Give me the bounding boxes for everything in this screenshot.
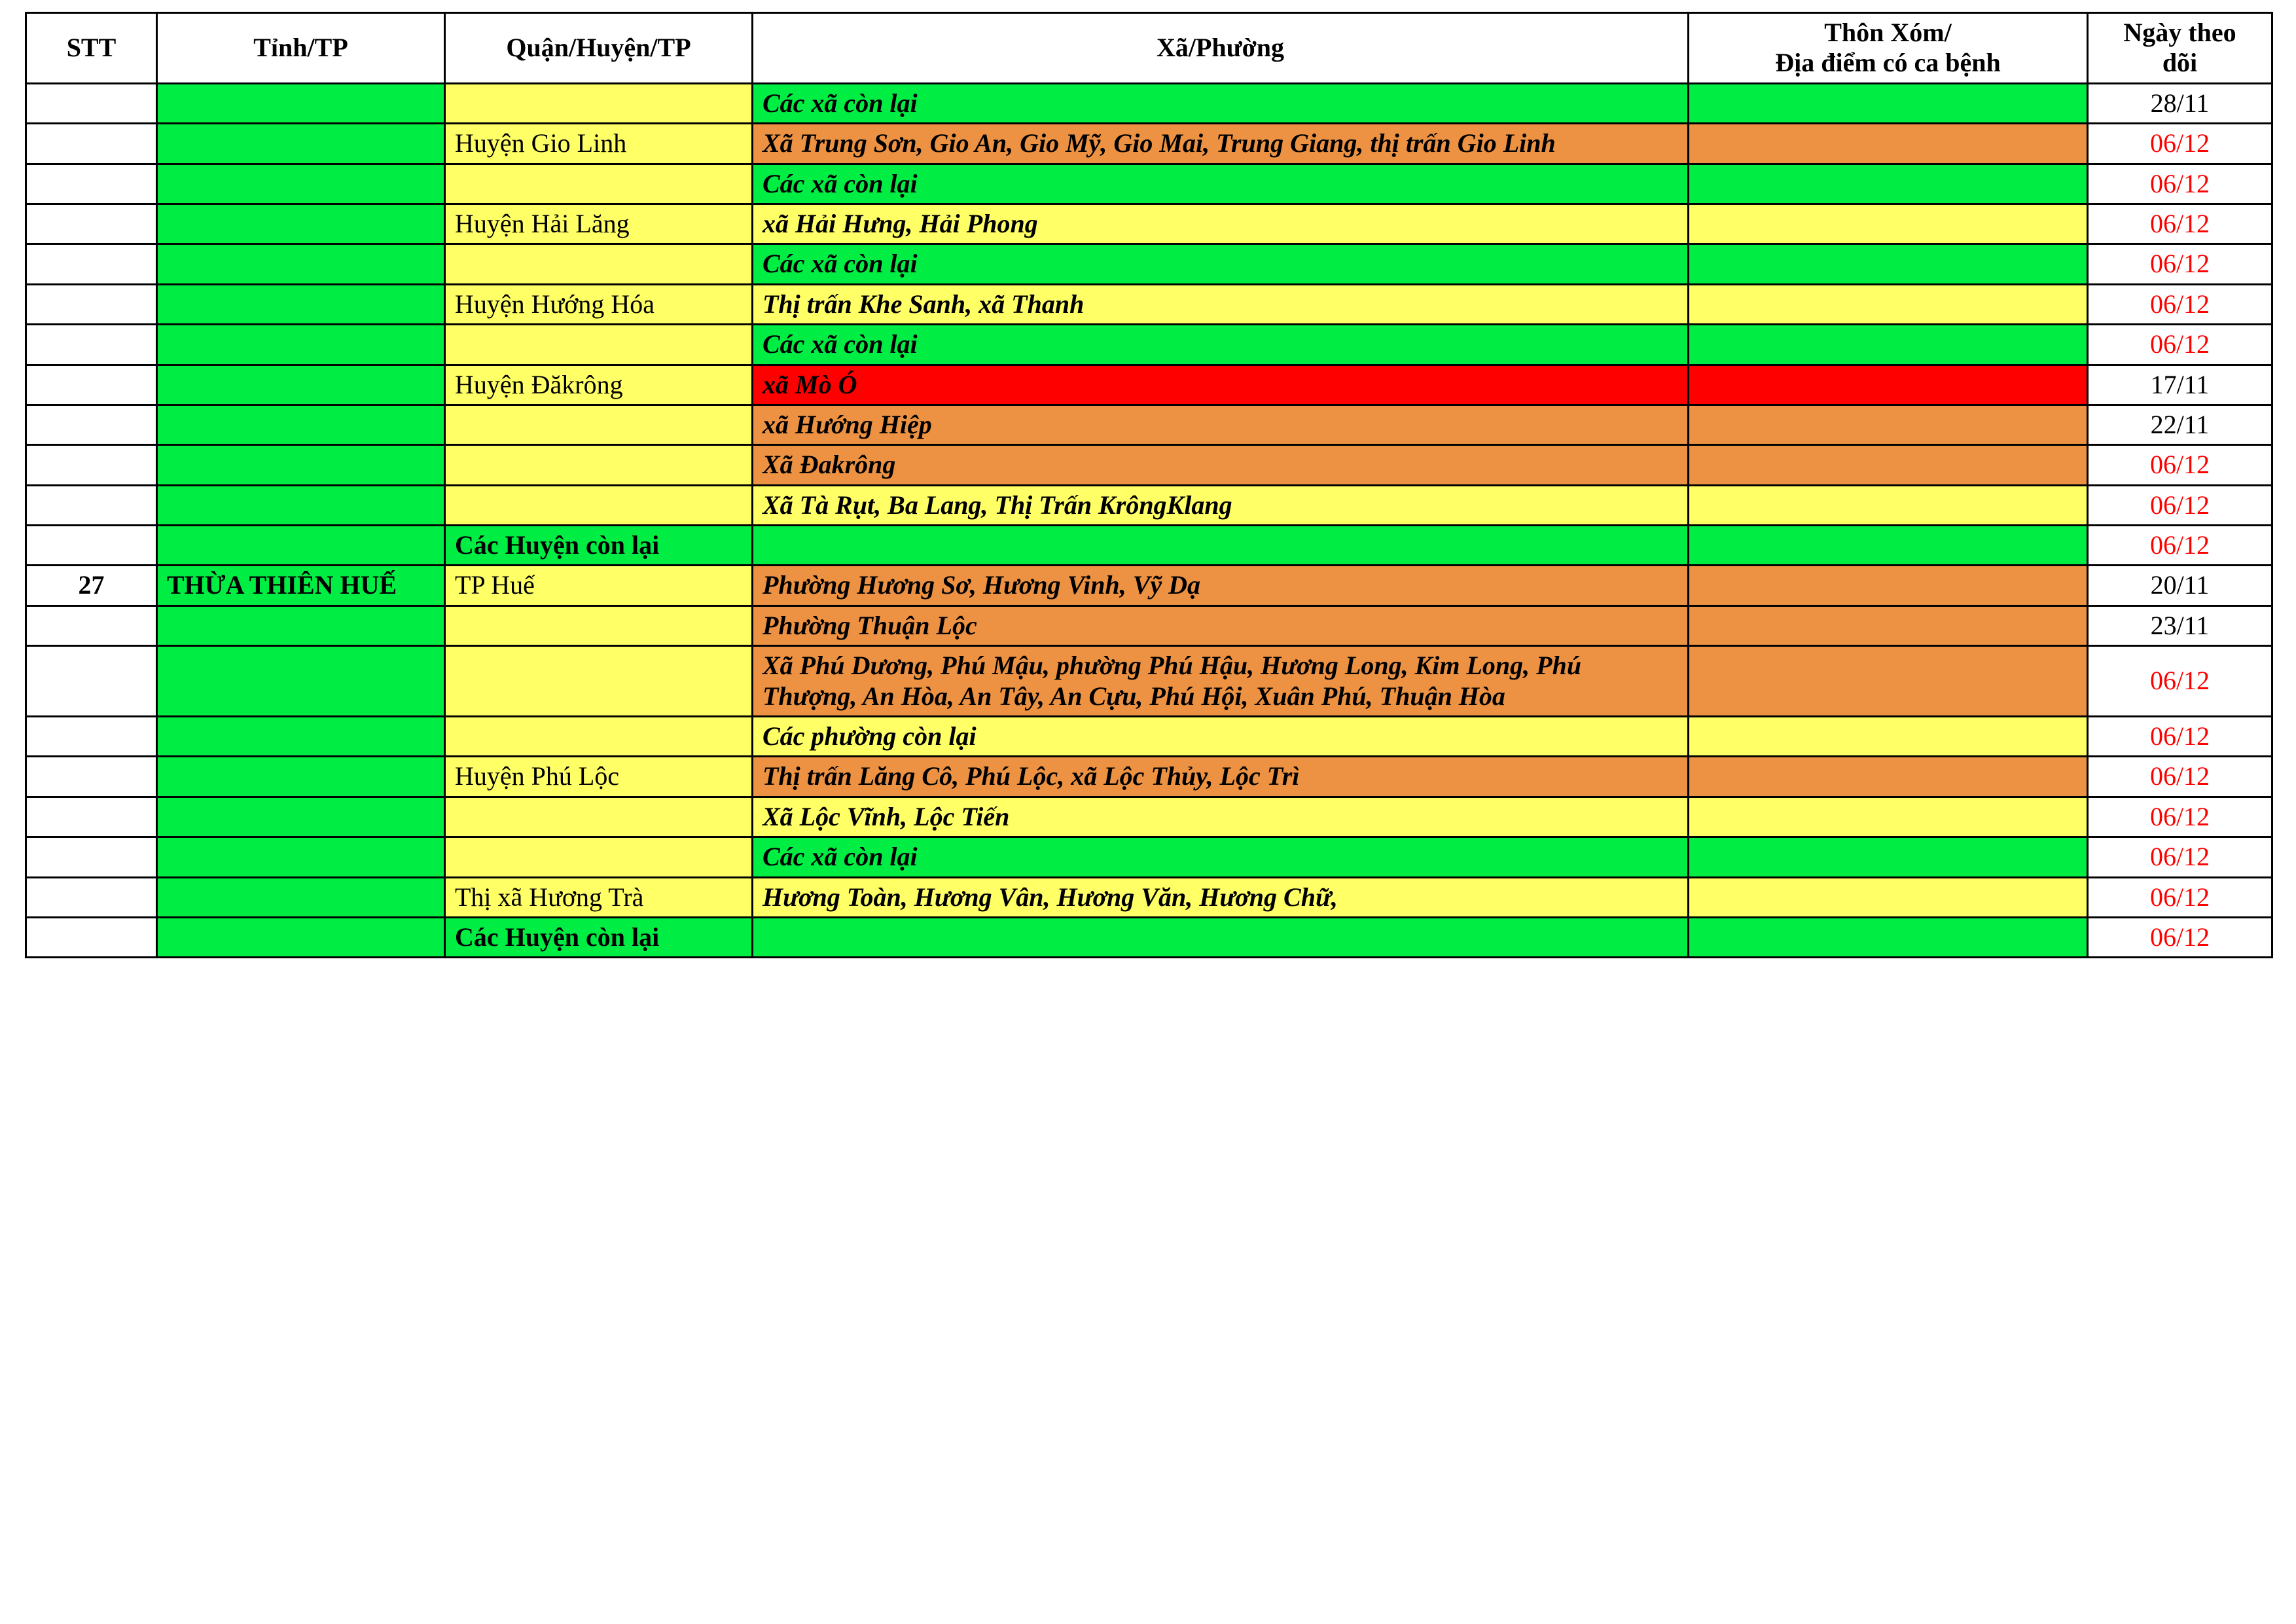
cell-ward: Các xã còn lại	[753, 325, 1689, 365]
cell-hamlet	[1689, 325, 2088, 365]
cell-province: THỪA THIÊN HUẾ	[157, 566, 445, 605]
cell-stt	[26, 485, 157, 525]
cell-ward: Xã Tà Rụt, Ba Lang, Thị Trấn KrôngKlang	[753, 485, 1689, 525]
cell-district	[445, 837, 753, 877]
cell-province	[157, 485, 445, 525]
header-main-label: STT	[66, 33, 117, 63]
cell-date: 06/12	[2088, 757, 2272, 797]
cell-stt	[26, 757, 157, 797]
table-row	[26, 797, 2272, 837]
cell-district	[445, 797, 753, 837]
table-row	[26, 646, 2272, 717]
cell-province	[157, 405, 445, 444]
header-main-label: Quận/Huyện/TP	[506, 33, 691, 63]
cell-stt	[26, 445, 157, 485]
cell-province	[157, 797, 445, 837]
cell-ward: Các xã còn lại	[753, 83, 1689, 123]
header-main-label: Xã/Phường	[1156, 33, 1285, 63]
cell-hamlet	[1689, 83, 2088, 123]
cell-province	[157, 757, 445, 797]
cell-stt	[26, 83, 157, 123]
cell-stt	[26, 325, 157, 365]
cell-province	[157, 646, 445, 717]
cell-hamlet	[1689, 877, 2088, 917]
column-header-stt	[26, 13, 157, 84]
table-row	[26, 405, 2272, 444]
header-main-label: Tỉnh/TP	[253, 33, 348, 63]
cell-ward: Xã Đakrông	[753, 445, 1689, 485]
column-header-date	[2088, 13, 2272, 84]
table-row	[26, 325, 2272, 365]
cell-date: 20/11	[2088, 566, 2272, 605]
cell-province	[157, 244, 445, 284]
cell-stt	[26, 124, 157, 164]
cell-ward	[753, 917, 1689, 957]
cell-stt	[26, 797, 157, 837]
cell-date: 06/12	[2088, 877, 2272, 917]
cell-ward: Xã Trung Sơn, Gio An, Gio Mỹ, Gio Mai, Trung Giang, thị trấn Gio Linh	[753, 124, 1689, 164]
header-sub-label: Địa điểm có ca bệnh	[1775, 48, 2001, 78]
cell-hamlet	[1689, 757, 2088, 797]
cell-province	[157, 164, 445, 204]
cell-ward: Thị trấn Lăng Cô, Phú Lộc, xã Lộc Thủy, Lộc Trì	[753, 757, 1689, 797]
cell-date: 28/11	[2088, 83, 2272, 123]
table-row	[26, 445, 2272, 485]
cell-date: 06/12	[2088, 646, 2272, 717]
cell-province	[157, 917, 445, 957]
cell-hamlet	[1689, 605, 2088, 645]
cell-stt	[26, 164, 157, 204]
cell-ward: Hương Toàn, Hương Vân, Hương Văn, Hương Chữ,	[753, 877, 1689, 917]
table-row	[26, 837, 2272, 877]
cell-province	[157, 717, 445, 757]
cell-province	[157, 284, 445, 324]
cell-hamlet	[1689, 164, 2088, 204]
table-row	[26, 566, 2272, 605]
cell-ward: xã Mò Ó	[753, 365, 1689, 405]
cell-stt	[26, 526, 157, 566]
table-header	[26, 13, 2272, 84]
cell-ward: Các xã còn lại	[753, 164, 1689, 204]
column-header-hamlet	[1689, 13, 2088, 84]
cell-province	[157, 837, 445, 877]
cell-ward: xã Hướng Hiệp	[753, 405, 1689, 444]
table-body	[26, 83, 2272, 958]
cell-district	[445, 485, 753, 525]
table-row	[26, 877, 2272, 917]
cell-stt	[26, 204, 157, 244]
cell-date: 23/11	[2088, 605, 2272, 645]
cell-date: 06/12	[2088, 837, 2272, 877]
cell-district	[445, 605, 753, 645]
cell-district	[445, 325, 753, 365]
cell-province	[157, 124, 445, 164]
cell-stt	[26, 837, 157, 877]
cell-hamlet	[1689, 646, 2088, 717]
cell-hamlet	[1689, 244, 2088, 284]
cell-ward	[753, 526, 1689, 566]
cell-date: 06/12	[2088, 445, 2272, 485]
cell-date: 06/12	[2088, 485, 2272, 525]
cell-district: Các Huyện còn lại	[445, 917, 753, 957]
cell-hamlet	[1689, 124, 2088, 164]
cell-date: 06/12	[2088, 204, 2272, 244]
table-row	[26, 605, 2272, 645]
cell-district	[445, 83, 753, 123]
cell-province	[157, 83, 445, 123]
epidemic-zone-table	[25, 12, 2273, 958]
cell-date: 06/12	[2088, 325, 2272, 365]
cell-stt	[26, 365, 157, 405]
cell-hamlet	[1689, 485, 2088, 525]
cell-hamlet	[1689, 566, 2088, 605]
cell-district	[445, 717, 753, 757]
cell-ward: xã Hải Hưng, Hải Phong	[753, 204, 1689, 244]
cell-ward: Xã Lộc Vĩnh, Lộc Tiến	[753, 797, 1689, 837]
cell-date: 06/12	[2088, 797, 2272, 837]
cell-stt	[26, 605, 157, 645]
header-main-label: Thôn Xóm/	[1824, 18, 1952, 47]
cell-date: 06/12	[2088, 124, 2272, 164]
cell-province	[157, 365, 445, 405]
table-row	[26, 244, 2272, 284]
cell-province	[157, 204, 445, 244]
cell-hamlet	[1689, 526, 2088, 566]
cell-date: 06/12	[2088, 717, 2272, 757]
cell-stt	[26, 244, 157, 284]
cell-ward: Thị trấn Khe Sanh, xã Thanh	[753, 284, 1689, 324]
cell-date: 22/11	[2088, 405, 2272, 444]
cell-stt	[26, 917, 157, 957]
cell-province	[157, 605, 445, 645]
cell-ward: Xã Phú Dương, Phú Mậu, phường Phú Hậu, Hương Long, Kim Long, Phú Thượng, An Hòa, An Tây, An Cựu, Phú Hội, Xuân Phú, Thuận Hòa	[753, 646, 1689, 717]
cell-date: 06/12	[2088, 526, 2272, 566]
cell-district: Thị xã Hương Trà	[445, 877, 753, 917]
table-row	[26, 365, 2272, 405]
cell-district: Huyện Gio Linh	[445, 124, 753, 164]
cell-ward: Các xã còn lại	[753, 244, 1689, 284]
cell-date: 06/12	[2088, 284, 2272, 324]
cell-district: Huyện Hải Lăng	[445, 204, 753, 244]
cell-stt	[26, 284, 157, 324]
header-sub-label: dõi	[2162, 48, 2198, 78]
cell-ward: Phường Thuận Lộc	[753, 605, 1689, 645]
cell-hamlet	[1689, 284, 2088, 324]
cell-date: 06/12	[2088, 244, 2272, 284]
cell-hamlet	[1689, 405, 2088, 444]
cell-district: Huyện Phú Lộc	[445, 757, 753, 797]
table-row	[26, 917, 2272, 957]
table-row	[26, 124, 2272, 164]
cell-district	[445, 445, 753, 485]
cell-district	[445, 405, 753, 444]
cell-district: Các Huyện còn lại	[445, 526, 753, 566]
table-row	[26, 757, 2272, 797]
cell-ward: Các phường còn lại	[753, 717, 1689, 757]
cell-province	[157, 877, 445, 917]
cell-stt: 27	[26, 566, 157, 605]
header-main-label: Ngày theo	[2123, 18, 2236, 47]
cell-hamlet	[1689, 204, 2088, 244]
cell-province	[157, 526, 445, 566]
cell-ward: Phường Hương Sơ, Hương Vinh, Vỹ Dạ	[753, 566, 1689, 605]
cell-stt	[26, 405, 157, 444]
table-row	[26, 164, 2272, 204]
cell-ward: Các xã còn lại	[753, 837, 1689, 877]
table-row	[26, 526, 2272, 566]
cell-district	[445, 164, 753, 204]
table-row	[26, 717, 2272, 757]
table-row	[26, 485, 2272, 525]
cell-hamlet	[1689, 365, 2088, 405]
cell-date: 06/12	[2088, 164, 2272, 204]
table-row	[26, 204, 2272, 244]
cell-district	[445, 244, 753, 284]
column-header-ward	[753, 13, 1689, 84]
cell-stt	[26, 646, 157, 717]
cell-hamlet	[1689, 917, 2088, 957]
cell-stt	[26, 877, 157, 917]
header-row	[26, 13, 2272, 84]
cell-district	[445, 646, 753, 717]
cell-hamlet	[1689, 717, 2088, 757]
cell-hamlet	[1689, 797, 2088, 837]
column-header-district	[445, 13, 753, 84]
cell-district: Huyện Đăkrông	[445, 365, 753, 405]
cell-hamlet	[1689, 445, 2088, 485]
table-row	[26, 284, 2272, 324]
cell-province	[157, 325, 445, 365]
cell-province	[157, 445, 445, 485]
column-header-province	[157, 13, 445, 84]
cell-date: 17/11	[2088, 365, 2272, 405]
cell-date: 06/12	[2088, 917, 2272, 957]
cell-district: Huyện Hướng Hóa	[445, 284, 753, 324]
cell-stt	[26, 717, 157, 757]
table-row	[26, 83, 2272, 123]
cell-hamlet	[1689, 837, 2088, 877]
cell-district: TP Huế	[445, 566, 753, 605]
